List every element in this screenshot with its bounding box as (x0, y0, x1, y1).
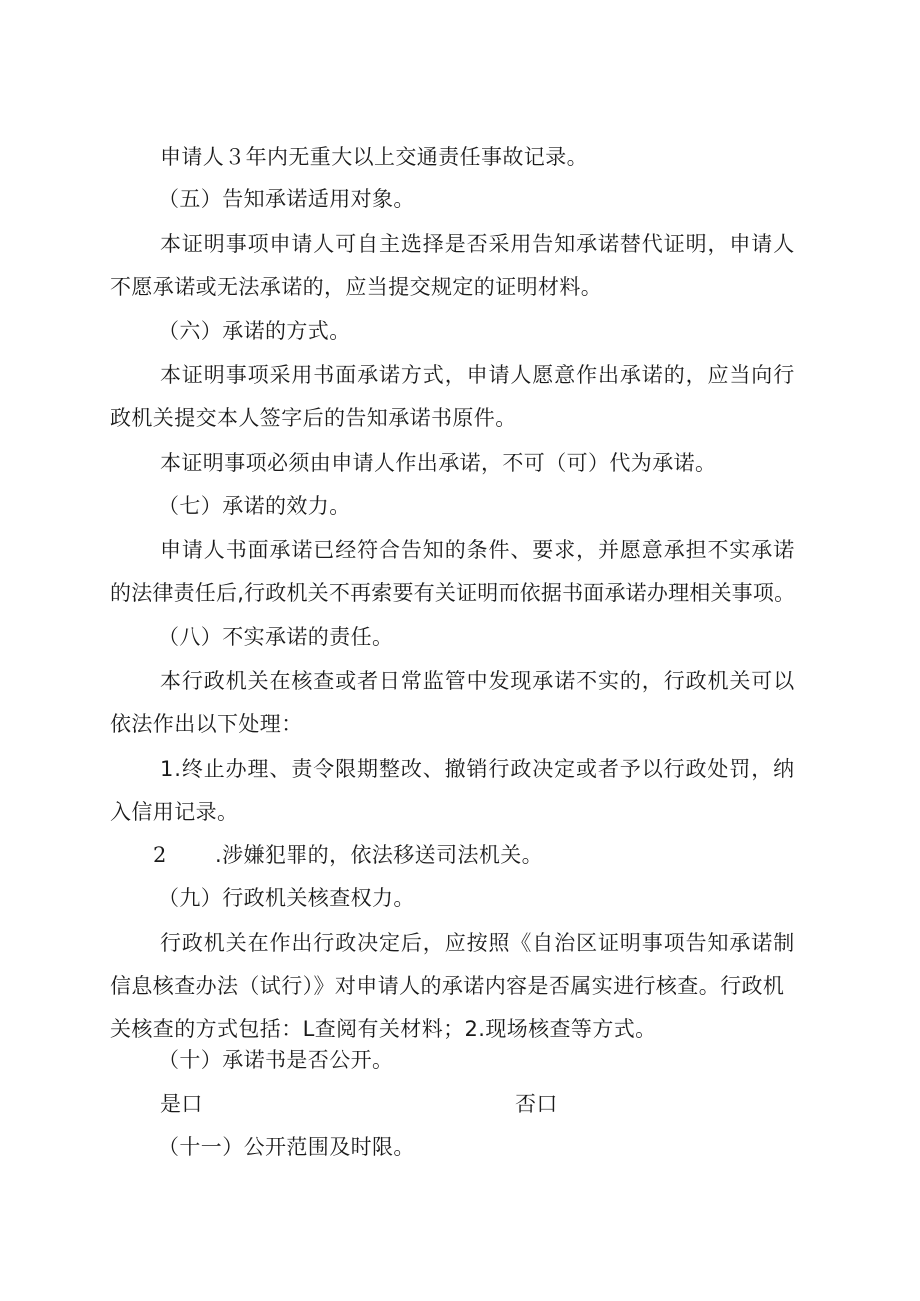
text-line: 1.终止办理、责令限期整改、撤销行政决定或者予以行政处罚，纳 (160, 757, 796, 781)
text-line: 行政机关在作出行政决定后，应按照《自治区证明事项告知承诺制 (160, 931, 796, 955)
text-line: 申请人书面承诺已经符合告知的条件、要求，并愿意承担不实承诺 (160, 538, 796, 562)
option-no-checkbox: 否口 (515, 1092, 558, 1116)
text-line: 信息核查办法（试行）》对申请人的承诺内容是否属实进行核查。行政机 (110, 974, 785, 998)
text-line: 依法作出以下处理： (110, 712, 303, 736)
text-line: 本证明事项采用书面承诺方式，申请人愿意作出承诺的，应当向行 (160, 363, 796, 387)
text-line: 申请人３年内无重大以上交通责任事故记录。 (160, 145, 588, 169)
text-line: 入信用记录。 (110, 800, 239, 824)
section-heading-6: （六）承诺的方式。 (158, 319, 351, 343)
section-heading-10: （十）承诺书是否公开。 (158, 1048, 394, 1072)
text-line: 关核查的方式包括：L查阅有关材料；2.现场核查等方式。 (110, 1017, 657, 1041)
text-line: 本证明事项必须由申请人作出承诺，不可（可）代为承诺。 (160, 451, 717, 475)
section-heading-11: （十一）公开范围及时限。 (158, 1135, 415, 1159)
text-line: 不愿承诺或无法承诺的，应当提交规定的证明材料。 (110, 275, 603, 299)
text-line: 政机关提交本人签字后的告知承诺书原件。 (110, 406, 517, 430)
text-line: .涉嫌犯罪的，依法移送司法机关。 (215, 843, 544, 867)
text-line: 本行政机关在核查或者日常监管中发现承诺不实的，行政机关可以 (160, 669, 796, 693)
section-heading-9: （九）行政机关核查权力。 (158, 886, 415, 910)
section-heading-8: （八）不实承诺的责任。 (158, 625, 394, 649)
text-line: 本证明事项申请人可自主选择是否采用告知承诺替代证明，申请人 (160, 232, 796, 256)
section-heading-7: （七）承诺的效力。 (158, 494, 351, 518)
option-yes-checkbox: 是口 (160, 1092, 203, 1116)
text-line: 的法律责任后,行政机关不再索要有关证明而依据书面承诺办理相关事项。 (110, 581, 796, 605)
section-heading-5: （五）告知承诺适用对象。 (158, 187, 415, 211)
list-number: 2 (153, 843, 167, 867)
